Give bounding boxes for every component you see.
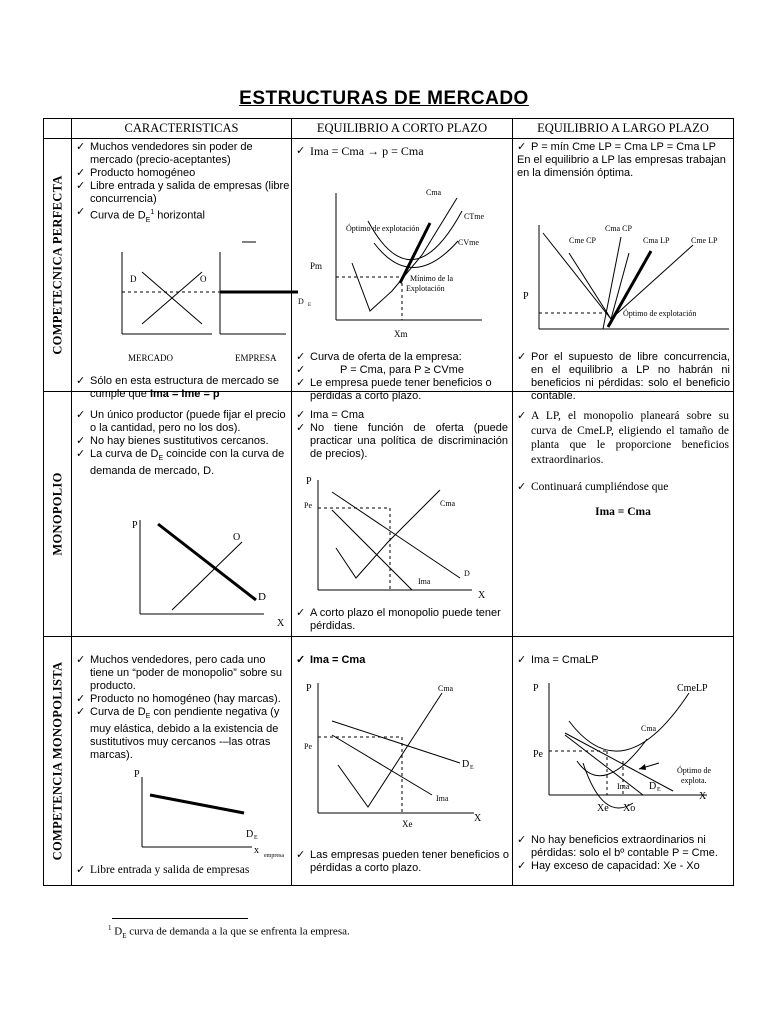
bullet-list bbox=[513, 409, 733, 494]
label-cma-lp: Cma LP bbox=[643, 236, 670, 245]
bullet-list bbox=[292, 409, 512, 461]
header-largo-plazo: EQUILIBRIO A LARGO PLAZO bbox=[513, 119, 734, 139]
footnote: $^1$ $D_E$ curva de demanda a la que se enfrenta la empresa. bbox=[108, 924, 350, 940]
header-row bbox=[44, 119, 734, 139]
label-de: D bbox=[246, 829, 254, 840]
list-item: ✓ Un único productor (puede fijar el precio o la cantidad, pero no los dos). bbox=[72, 409, 291, 435]
corner-cell bbox=[44, 119, 72, 139]
list-item: ✓ Ima = Cma → p = Cma bbox=[292, 145, 512, 158]
label-xe: Xe bbox=[597, 803, 609, 814]
svg-text:E: E bbox=[254, 835, 258, 841]
label-o: O bbox=[233, 532, 241, 543]
page-title: ESTRUCTURAS DE MERCADO bbox=[239, 88, 529, 109]
perfecta-short-run-graph bbox=[292, 183, 513, 348]
list-item: ✓ Curva de $D_E$ con pendiente negativa (y muy elástica, debido a la existencia de sustitutivos muy cercanos -–las otras marcas). bbox=[72, 706, 291, 762]
label-p: P bbox=[134, 769, 140, 780]
row-competencia-monopolista bbox=[44, 637, 734, 886]
label-pe: Pe bbox=[304, 742, 312, 751]
bullet-list bbox=[292, 607, 511, 633]
label-d: D bbox=[258, 591, 266, 603]
label-ima: Ima bbox=[436, 794, 449, 803]
cell-monopolista-largo-plazo bbox=[513, 637, 734, 886]
label-minimo-2: Explotación bbox=[406, 284, 445, 293]
bullet-list bbox=[292, 654, 512, 667]
svg-text:E: E bbox=[470, 765, 474, 771]
cell-perfecta-largo-plazo bbox=[513, 139, 734, 402]
bullet-list bbox=[513, 654, 733, 667]
label-o: O bbox=[200, 274, 207, 284]
label-cme-cp: Cme CP bbox=[569, 236, 596, 245]
header-caracteristicas: CARACTERISTICAS bbox=[72, 119, 292, 139]
label-ima: Ima bbox=[617, 782, 630, 791]
cell-perfecta-corto-plazo bbox=[292, 139, 513, 402]
monopolista-demand-graph bbox=[72, 767, 292, 859]
monopolio-short-run-graph bbox=[292, 472, 513, 602]
bullet-list bbox=[292, 849, 509, 875]
label-d: D bbox=[464, 569, 470, 578]
perfecta-long-run-graph bbox=[513, 215, 734, 335]
header-corto-plazo: EQUILIBRIO A CORTO PLAZO bbox=[292, 119, 513, 139]
formula-ima-cma: Ima = Cma bbox=[595, 506, 651, 518]
label-x: X bbox=[478, 590, 486, 601]
label-x: X bbox=[699, 791, 707, 802]
list-item: ✓ Curva de $D_E^1$ horizontal bbox=[72, 206, 291, 227]
list-item: ✓ P = mín Cme LP = Cma LP = Cma LP bbox=[513, 141, 733, 154]
label-de: D bbox=[298, 297, 304, 306]
label-de: D bbox=[462, 759, 470, 770]
label-xo: Xo bbox=[623, 803, 636, 814]
label-p: P bbox=[132, 520, 138, 531]
list-item: ✓ Hay exceso de capacidad: Xe - Xo bbox=[513, 860, 732, 873]
label-minimo-1: Mínimo de la bbox=[410, 274, 454, 283]
perfecta-demand-graphs bbox=[72, 224, 312, 363]
list-item: ✓ No hay bienes sustitutivos cercanos. bbox=[72, 435, 291, 448]
label-cma: Cma bbox=[641, 724, 657, 733]
svg-text:E: E bbox=[308, 303, 312, 308]
label-p: P bbox=[523, 291, 529, 302]
cell-monopolio-corto-plazo bbox=[292, 392, 513, 637]
list-item: ✓ No hay beneficios extraordinarios ni pérdidas: solo el bº contable P = Cme. bbox=[513, 834, 732, 860]
list-item: ✓ Le empresa puede tener beneficios o pérdidas a corto plazo. bbox=[292, 377, 511, 403]
label-xe: Xe bbox=[402, 819, 413, 829]
list-item: ✓ Muchos vendedores, pero cada uno tiene un “poder de monopolio” sobre su producto. bbox=[72, 654, 291, 693]
list-item-continuation: ✓ P = Cma, para P ≥ CVme bbox=[292, 364, 511, 377]
bullet-list bbox=[513, 834, 732, 873]
bullet-list bbox=[72, 141, 291, 227]
list-item: ✓ La curva de $D_E$ coincide con la curva de demanda de mercado, D. bbox=[72, 448, 291, 478]
list-item: ✓ Muchos vendedores sin poder de mercado (precio-aceptantes) bbox=[72, 141, 291, 167]
cell-monopolista-corto-plazo bbox=[292, 637, 513, 886]
list-item: ✓ Ima = CmaLP bbox=[513, 654, 733, 667]
label-optimo-1: Óptimo de bbox=[677, 766, 711, 775]
list-item: ✓ Libre entrada y salida de empresas (libre concurrencia) bbox=[72, 180, 291, 206]
label-pm: Pm bbox=[310, 261, 323, 271]
label-p: P bbox=[533, 683, 539, 694]
label-pe: Pe bbox=[533, 749, 543, 760]
bullet-list bbox=[513, 141, 733, 154]
market-structures-table bbox=[43, 118, 734, 886]
label-p: P bbox=[306, 476, 312, 487]
label-optimo: Óptimo de explotación bbox=[623, 309, 697, 318]
list-item: ✓ Por el supuesto de libre concurrencia, en el equilibrio a LP no habrán ni beneficios ni pérdidas: solo el beneficio contable. bbox=[513, 351, 730, 403]
label-de: D bbox=[649, 781, 657, 792]
lp-description: En el equilibrio a LP las empresas trabajan en la dimensión óptima. bbox=[517, 154, 726, 179]
list-item: ✓ A LP, el monopolio planeará sobre su curva de CmeLP, eligiendo el tamaño de planta que le proporcione beneficios extraordinarios. bbox=[513, 409, 729, 467]
monopolista-long-run-graph bbox=[513, 673, 734, 823]
bullet-list bbox=[72, 409, 291, 478]
bullet-list bbox=[72, 864, 290, 877]
label-mercado: MERCADO bbox=[128, 353, 174, 363]
cell-perfecta-caracteristicas bbox=[72, 139, 312, 400]
row-monopolio bbox=[44, 392, 734, 637]
label-optimo-2: explota. bbox=[681, 776, 707, 785]
label-cma: Cma bbox=[440, 499, 456, 508]
label-optimo: Óptimo de explotación bbox=[346, 224, 420, 233]
row-label-monopolista: COMPETENCIA MONOPOLISTA bbox=[44, 637, 72, 886]
label-x: X bbox=[277, 618, 285, 629]
monopolio-demand-graph bbox=[72, 510, 292, 635]
label-cvme: CVme bbox=[458, 238, 479, 247]
cell-monopolista-caracteristicas bbox=[72, 637, 292, 886]
svg-text:E: E bbox=[657, 787, 661, 793]
list-item: ✓ Ima = Cma bbox=[292, 654, 512, 667]
cell-monopolio-caracteristicas bbox=[72, 392, 292, 637]
label-xm: Xm bbox=[394, 329, 408, 339]
label-x: X bbox=[474, 813, 482, 824]
row-label-perfecta: COMPETECNICA PERFECTA bbox=[44, 139, 72, 392]
label-ima: Ima bbox=[418, 577, 431, 586]
row-label-monopolio: MONOPOLIO bbox=[44, 392, 72, 637]
bullet-list bbox=[292, 145, 512, 158]
list-item: ✓ No tiene función de oferta (puede practicar una política de discriminación de precios). bbox=[292, 422, 512, 461]
label-empresa: EMPRESA bbox=[235, 353, 277, 363]
list-item: ✓ Las empresas pueden tener beneficios o pérdidas a corto plazo. bbox=[292, 849, 509, 875]
monopolista-short-run-graph bbox=[292, 673, 513, 833]
label-pe: Pe bbox=[304, 501, 312, 510]
label-x: x bbox=[254, 845, 259, 856]
label-d: D bbox=[130, 274, 137, 284]
label-ctme: CTme bbox=[464, 212, 484, 221]
cell-monopolio-largo-plazo bbox=[513, 392, 734, 637]
list-item: ✓ A corto plazo el monopolio puede tener pérdidas. bbox=[292, 607, 511, 633]
list-item: ✓ Libre entrada y salida de empresas bbox=[72, 864, 290, 877]
label-p: P bbox=[306, 683, 312, 694]
list-item: ✓ Ima = Cma bbox=[292, 409, 512, 422]
list-item: ✓ Curva de oferta de la empresa: bbox=[292, 351, 511, 364]
label-cma: Cma bbox=[426, 188, 442, 197]
list-item: ✓ Producto homogéneo bbox=[72, 167, 291, 180]
label-empresa: empresa bbox=[264, 853, 284, 859]
row-competencia-perfecta bbox=[44, 139, 734, 392]
label-cma: Cma bbox=[438, 684, 454, 693]
bullet-list bbox=[72, 654, 291, 762]
list-item: ✓ Sólo en esta estructura de mercado se cumple que Ima = Ime = p bbox=[72, 375, 290, 401]
label-cma-cp: Cma CP bbox=[605, 224, 632, 233]
list-item: ✓ Continuará cumpliéndose que bbox=[513, 481, 729, 494]
label-cmelp: CmeLP bbox=[677, 683, 708, 694]
list-item: ✓ Producto no homogéneo (hay marcas). bbox=[72, 693, 291, 706]
label-cme-lp: Cme LP bbox=[691, 236, 718, 245]
footnote-separator bbox=[112, 918, 248, 919]
